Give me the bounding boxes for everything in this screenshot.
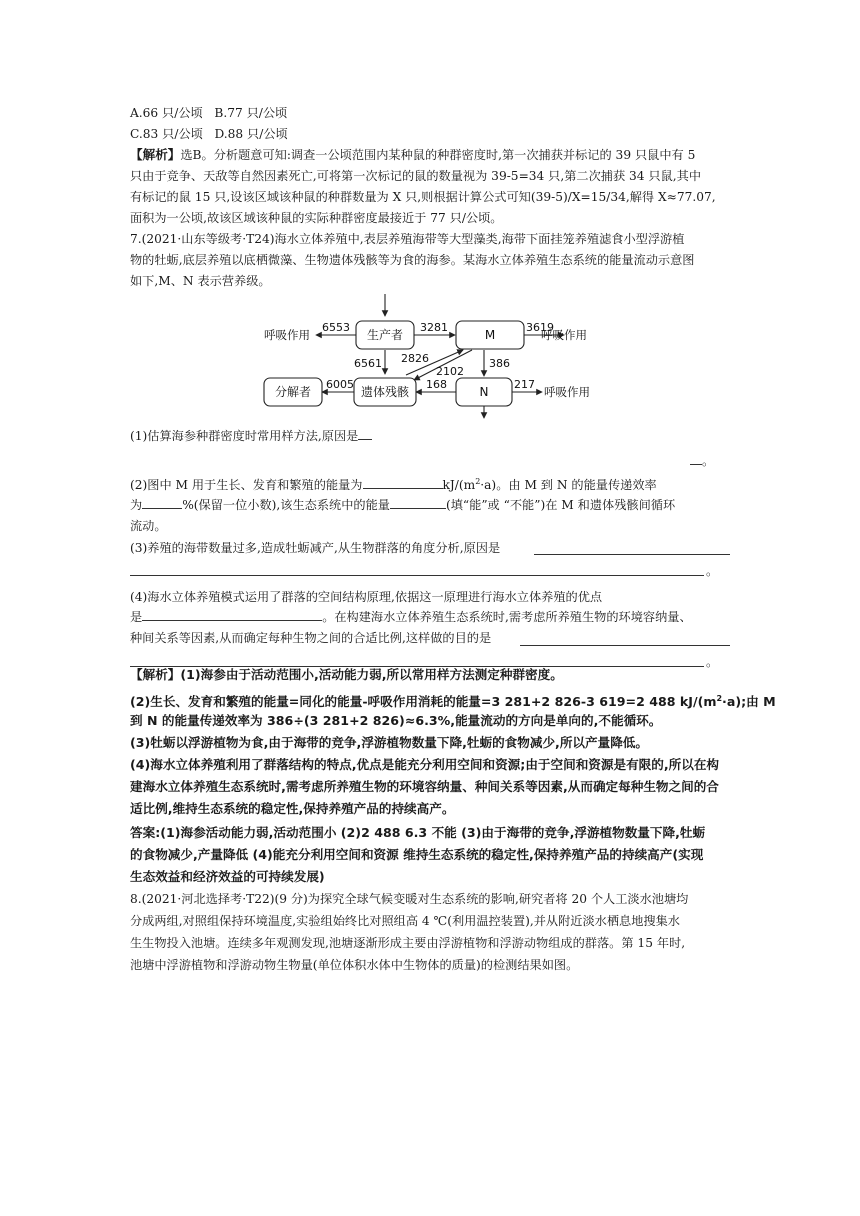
q7-sub4-line-1: (4)海水立体养殖模式运用了群落的空间结构原理,依据这一原理进行海水立体养殖的优点 xyxy=(130,590,603,604)
q6-analysis-line-3: 有标记的鼠 15 只,设该区域该种鼠的种群数量为 X 只,则根据计算公式可知(39-5)/X=15/34,解得 X≈77.07, xyxy=(130,190,716,204)
q7-sub1-end: 。 xyxy=(690,452,714,470)
q7-analysis-p1: 【解析】(1)海参由于活动范围小,活动能力弱,所以常用样方法测定种群密度。 xyxy=(130,667,563,682)
q7-analysis-p4b: 建海水立体养殖生态系统时,需考虑所养殖生物的环境容纳量、种间关系等因素,从而确定每种生物之间的合 xyxy=(130,779,719,794)
label-producer: 生产者 xyxy=(366,328,404,342)
flow-remains-m: 2826 xyxy=(401,352,429,365)
q7-sub4-line-2: 是 。在构建海水立体养殖生态系统时,需考虑所养殖生物的环境容纳量、 xyxy=(130,610,692,624)
q7-answer-line-3: 生态效益和经济效益的可持续发展) xyxy=(130,869,325,884)
flow-remains-decomposer: 6005 xyxy=(326,378,354,391)
answer-blank-2b[interactable] xyxy=(142,496,182,509)
label-resp-left: 呼吸作用 xyxy=(264,328,310,342)
q6-analysis-line-4: 面积为一公顷,故该区域该种鼠的实际种群密度最接近于 77 只/公顷。 xyxy=(130,211,503,225)
flow-producer-resp: 6553 xyxy=(322,321,350,334)
flow-n-resp: 217 xyxy=(514,378,535,391)
answer-blank-1b[interactable] xyxy=(690,452,702,465)
q7-analysis-p4c: 适比例,维持生态系统的稳定性,保持养殖产品的持续高产。 xyxy=(130,801,455,816)
q8-stem-line-3: 生生物投入池塘。连续多年观测发现,池塘逐渐形成主要由浮游植物和浮游动物组成的群落。第 15 年时, xyxy=(130,936,686,950)
answer-blank-1[interactable] xyxy=(358,427,372,440)
option-a: A.66 只/公顷 xyxy=(130,106,203,120)
q7-sub4-line-3: 种间关系等因素,从而确定每种生物之间的合适比例,这样做的目的是 xyxy=(130,631,492,645)
q8-stem-line-4: 池塘中浮游植物和浮游动物生物量(单位体积水体中生物体的质量)的检测结果如图。 xyxy=(130,958,579,972)
q7-stem-line-1: 7.(2021·山东等级考·T24)海水立体养殖中,表层养殖海带等大型藻类,海带下面挂笼养殖滤食小型浮游植 xyxy=(130,232,685,246)
option-row-ab xyxy=(130,104,287,122)
label-remains: 遗体残骸 xyxy=(360,385,410,399)
analysis-label: 【解析】 xyxy=(130,667,181,682)
q7-sub2-line-2: 为 %(保留一位小数),该生态系统中的能量 (填“能”或 “不能”)在 M 和遗体残骸间循环 xyxy=(130,498,676,512)
answer-line-3b[interactable] xyxy=(130,575,704,576)
q7-sub2-line-1: (2)图中 M 用于生长、发育和繁殖的能量为 $kJ/(m^2\cdot a)$。由 M 到 N 的能量传递效率 xyxy=(130,477,657,493)
answer-line-4b[interactable] xyxy=(520,645,730,646)
flow-m-remains: 2102 xyxy=(436,365,464,378)
q7-analysis-p4a: (4)海水立体养殖利用了群落结构的特点,优点是能充分利用空间和资源;由于空间和资源是有限的,所以在构 xyxy=(130,757,720,772)
q7-analysis-p2: (2)生长、发育和繁殖的能量=同化的能量-呼吸作用消耗的能量=3 281+2 826-3 619=2 488 $kJ/(m^2\cdot a)$;由 M xyxy=(130,694,776,710)
q7-sub1: (1)估算海参种群密度时常用样方法,原因是 xyxy=(130,427,372,445)
q7-analysis-p2c: 到 N 的能量传递效率为 386÷(3 281+2 826)≈6.3%,能量流动的方向是单向的,不能循环。 xyxy=(130,713,662,728)
q7-answer-line-2: 的食物减少,产量降低 (4)能充分利用空间和资源 维持生态系统的稳定性,保持养殖产品的持续高产(实现 xyxy=(130,847,704,862)
q7-sub4-end: 。 xyxy=(706,655,719,669)
flow-producer-remains: 6561 xyxy=(354,357,382,370)
q8-stem-line-2: 分成两组,对照组保持环境温度,实验组始终比对照组高 4 ℃(利用温控装置),并从附近淡水栖息地搜集水 xyxy=(130,914,680,928)
analysis-label: 【解析】 xyxy=(130,147,181,162)
option-d: D.88 只/公顷 xyxy=(214,127,288,141)
q7-stem-line-2: 物的牡蛎,底层养殖以底栖微藻、生物遗体残骸等为食的海参。某海水立体养殖生态系统的能量流动示意图 xyxy=(130,253,695,267)
answer-blank-2c[interactable] xyxy=(390,496,446,509)
answer-blank-4a[interactable] xyxy=(142,608,322,621)
label-n: N xyxy=(479,385,489,399)
flow-m-resp: 3619 xyxy=(526,321,554,334)
label-decomposer: 分解者 xyxy=(274,385,312,399)
q6-analysis-line-1: 【解析】选B。分析题意可知:调查一公顷范围内某种鼠的种群密度时,第一次捕获并标记的 39 只鼠中有 5 xyxy=(130,147,696,162)
label-m: M xyxy=(484,328,496,342)
label-resp-m: 呼吸作用 xyxy=(541,328,587,342)
option-b: B.77 只/公顷 xyxy=(214,106,288,120)
q7-stem-line-3: 如下,M、N 表示营养级。 xyxy=(130,274,271,288)
answer-line-3a[interactable] xyxy=(534,554,730,555)
label-resp-n: 呼吸作用 xyxy=(544,385,590,399)
answer-blank-2a[interactable] xyxy=(363,476,443,489)
q7-analysis-p3: (3)牡蛎以浮游植物为食,由于海带的竞争,浮游植物数量下降,牡蛎的食物减少,所以产量降低。 xyxy=(130,735,648,750)
q7-sub3-end: 。 xyxy=(706,564,719,578)
energy-flow-diagram xyxy=(258,292,598,420)
flow-producer-m: 3281 xyxy=(420,321,448,334)
option-c: C.83 只/公顷 xyxy=(130,127,203,141)
flow-n-remains: 168 xyxy=(426,378,447,391)
q7-sub3: (3)养殖的海带数量过多,造成牡蛎减产,从生物群落的角度分析,原因是 xyxy=(130,541,501,555)
q7-sub2-line-3: 流动。 xyxy=(130,519,167,533)
q7-answer-line-1: 答案:(1)海参活动能力弱,活动范围小 (2)2 488 6.3 不能 (3)由于海带的竞争,浮游植物数量下降,牡蛎 xyxy=(130,825,706,840)
q8-stem-line-1: 8.(2021·河北选择考·T22)(9 分)为探究全球气候变暖对生态系统的影响,研究者将 20 个人工淡水池塘均 xyxy=(130,892,689,906)
q6-analysis-line-2: 只由于竞争、天敌等自然因素死亡,可将第一次标记的鼠的数量视为 39-5=34 只,第二次捕获 34 只鼠,其中 xyxy=(130,169,702,183)
option-row-cd xyxy=(130,125,288,143)
flow-m-n: 386 xyxy=(489,357,510,370)
